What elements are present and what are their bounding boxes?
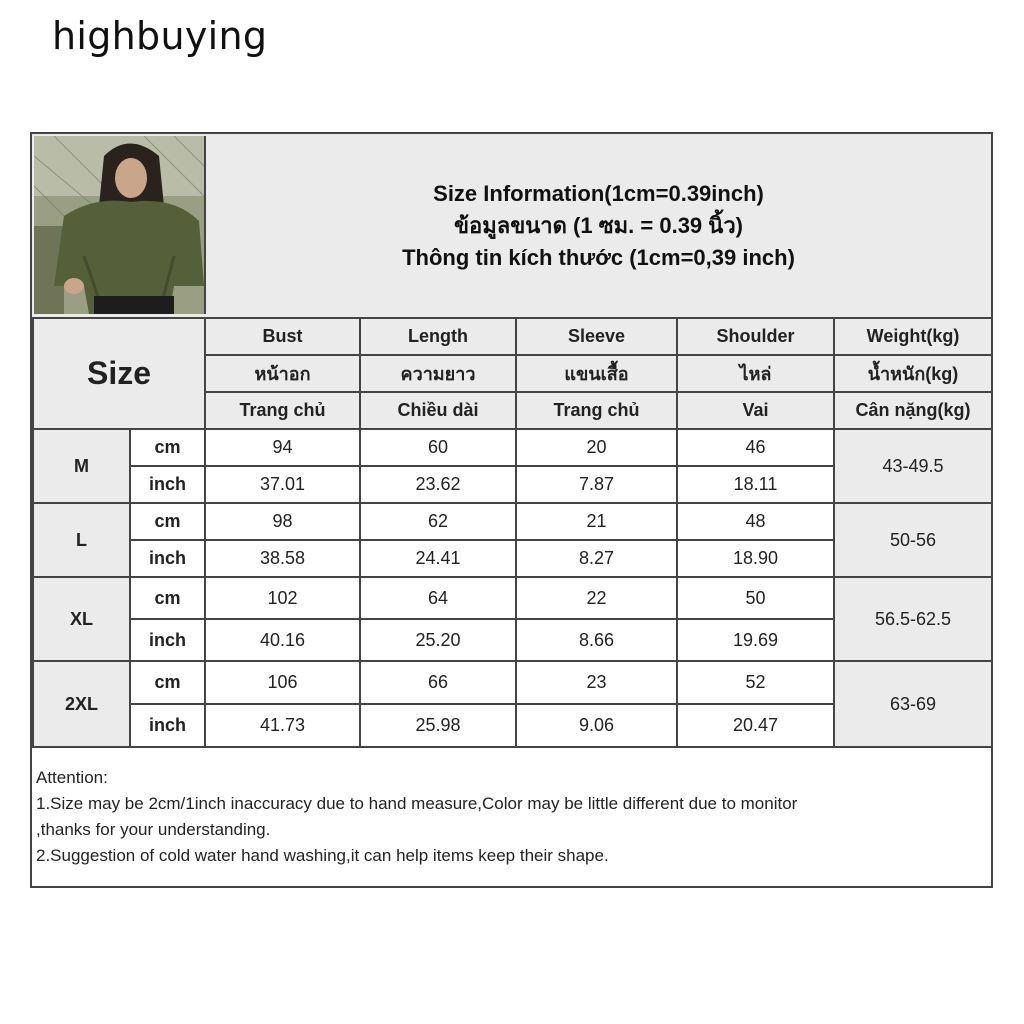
col-sleeve: Sleeve	[516, 318, 677, 355]
table-row	[33, 577, 992, 619]
header-row-en	[33, 318, 992, 355]
size-cell-xl: XL	[33, 577, 130, 661]
unit-cm: cm	[130, 661, 205, 704]
title-thai: ข้อมูลขนาด (1 ซม. = 0.39 นิ้ว)	[453, 212, 743, 238]
cell: 24.41	[360, 540, 516, 577]
cell: 46	[677, 429, 834, 466]
weight-cell: 63-69	[834, 661, 992, 747]
brand-watermark: highbuying	[52, 14, 268, 58]
cell: 102	[205, 577, 360, 619]
col-shoulder: Shoulder	[677, 318, 834, 355]
cell: 41.73	[205, 704, 360, 747]
size-info-title	[206, 134, 991, 317]
col-length: Length	[360, 318, 516, 355]
cell: 19.69	[677, 619, 834, 661]
size-cell-m: M	[33, 429, 130, 503]
weight-cell: 50-56	[834, 503, 992, 577]
col-length-vi: Chiều dài	[360, 392, 516, 429]
notes-heading: Attention:	[36, 768, 108, 787]
cell: 40.16	[205, 619, 360, 661]
cell: 106	[205, 661, 360, 704]
col-weight: Weight(kg)	[834, 318, 992, 355]
cell: 8.66	[516, 619, 677, 661]
unit-inch: inch	[130, 704, 205, 747]
col-bust: Bust	[205, 318, 360, 355]
col-shoulder-vi: Vai	[677, 392, 834, 429]
cell: 52	[677, 661, 834, 704]
cell: 21	[516, 503, 677, 540]
unit-cm: cm	[130, 429, 205, 466]
cell: 37.01	[205, 466, 360, 503]
cell: 7.87	[516, 466, 677, 503]
unit-inch: inch	[130, 466, 205, 503]
note-line: ,thanks for your understanding.	[36, 820, 271, 839]
col-bust-th: หน้าอก	[205, 355, 360, 392]
table-row	[33, 429, 992, 466]
title-vietnamese: Thông tin kích thước (1cm=0,39 inch)	[402, 244, 795, 270]
cell: 48	[677, 503, 834, 540]
table-row	[33, 503, 992, 540]
size-cell-l: L	[33, 503, 130, 577]
unit-cm: cm	[130, 577, 205, 619]
cell: 23	[516, 661, 677, 704]
product-photo	[34, 136, 206, 314]
title-english: Size Information(1cm=0.39inch)	[433, 180, 764, 206]
col-weight-th: น้ำหนัก(kg)	[834, 355, 992, 392]
cell: 8.27	[516, 540, 677, 577]
size-cell-2xl: 2XL	[33, 661, 130, 747]
cell: 50	[677, 577, 834, 619]
col-weight-vi: Cân nặng(kg)	[834, 392, 992, 429]
unit-inch: inch	[130, 540, 205, 577]
col-bust-vi: Trang chủ	[205, 392, 360, 429]
col-shoulder-th: ไหล่	[677, 355, 834, 392]
cell: 18.11	[677, 466, 834, 503]
size-heading: Size	[33, 318, 205, 429]
weight-cell: 43-49.5	[834, 429, 992, 503]
cell: 25.98	[360, 704, 516, 747]
cell: 94	[205, 429, 360, 466]
cell: 23.62	[360, 466, 516, 503]
col-sleeve-th: แขนเสื้อ	[516, 355, 677, 392]
unit-cm: cm	[130, 503, 205, 540]
cell: 66	[360, 661, 516, 704]
cell: 18.90	[677, 540, 834, 577]
cell: 20	[516, 429, 677, 466]
size-chart	[30, 132, 993, 888]
note-line: 1.Size may be 2cm/1inch inaccuracy due to hand measure,Color may be little different due to monitor	[36, 794, 798, 813]
cell: 62	[360, 503, 516, 540]
unit-inch: inch	[130, 619, 205, 661]
cell: 20.47	[677, 704, 834, 747]
cell: 64	[360, 577, 516, 619]
cell: 25.20	[360, 619, 516, 661]
cell: 22	[516, 577, 677, 619]
cell: 60	[360, 429, 516, 466]
cell: 38.58	[205, 540, 360, 577]
col-sleeve-vi: Trang chủ	[516, 392, 677, 429]
cell: 9.06	[516, 704, 677, 747]
note-line: 2.Suggestion of cold water hand washing,it can help items keep their shape.	[36, 846, 609, 865]
col-length-th: ความยาว	[360, 355, 516, 392]
attention-notes	[32, 761, 991, 886]
weight-cell: 56.5-62.5	[834, 577, 992, 661]
size-table	[32, 317, 993, 748]
cell: 98	[205, 503, 360, 540]
table-row	[33, 661, 992, 704]
chart-header	[32, 134, 991, 319]
